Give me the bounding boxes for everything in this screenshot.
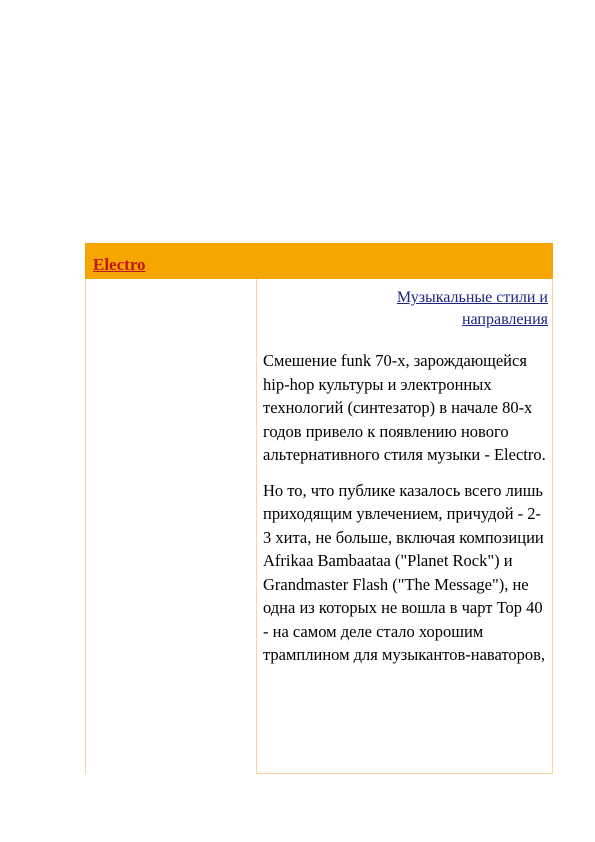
electro-title-link[interactable]: Electro xyxy=(93,255,146,274)
header-bar xyxy=(85,243,553,279)
article-paragraph-2: Но то, что публике казалось всего лишь приходящим увлечением, причудой - 2-3 хита, не больше, включая композиции Afrikaa Bambaataa ("Planet Rock") и Grandmaster Flash ("The Message"), не одна из которых не вошла в чарт Top 40 - на самом деле стало хорошим трамплином для музыкантов-наваторов, xyxy=(263,480,546,664)
content-table xyxy=(85,243,553,774)
left-empty-cell xyxy=(85,279,257,774)
article-body xyxy=(263,349,549,679)
article-paragraph-1: Смешение funk 70-х, зарождающейся hip-hop культуры и электронных технологий (синтезатор) в начале 80-х годов привело к появлению нового альтернативного стиля музыки - Electro. xyxy=(263,351,546,464)
article-cell xyxy=(257,279,553,774)
music-styles-link[interactable]: Музыкальные стили и направления xyxy=(396,289,548,328)
